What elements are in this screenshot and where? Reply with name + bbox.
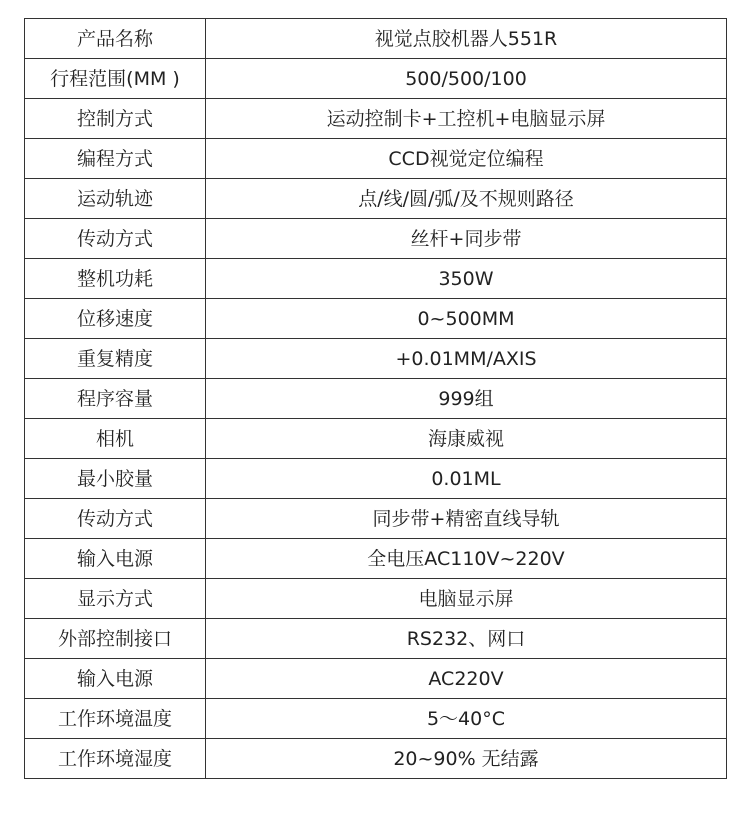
spec-table bbox=[24, 18, 727, 779]
spec-row bbox=[25, 299, 727, 339]
spec-label: 工作环境湿度 bbox=[25, 739, 206, 779]
spec-row bbox=[25, 59, 727, 99]
spec-row bbox=[25, 99, 727, 139]
spec-label: 传动方式 bbox=[25, 499, 206, 539]
spec-row bbox=[25, 579, 727, 619]
spec-row bbox=[25, 539, 727, 579]
spec-value: 5～40°C bbox=[206, 699, 727, 739]
spec-label: 产品名称 bbox=[25, 19, 206, 59]
spec-row bbox=[25, 19, 727, 59]
spec-label: 最小胶量 bbox=[25, 459, 206, 499]
spec-row bbox=[25, 499, 727, 539]
spec-label: 重复精度 bbox=[25, 339, 206, 379]
spec-label: 位移速度 bbox=[25, 299, 206, 339]
spec-label: 输入电源 bbox=[25, 539, 206, 579]
spec-value: 运动控制卡+工控机+电脑显示屏 bbox=[206, 99, 727, 139]
spec-row bbox=[25, 379, 727, 419]
spec-row bbox=[25, 179, 727, 219]
spec-row bbox=[25, 339, 727, 379]
spec-value: 全电压AC110V~220V bbox=[206, 539, 727, 579]
spec-value: 视觉点胶机器人551R bbox=[206, 19, 727, 59]
spec-value: 20~90% 无结露 bbox=[206, 739, 727, 779]
spec-label: 整机功耗 bbox=[25, 259, 206, 299]
spec-value: 0~500MM bbox=[206, 299, 727, 339]
spec-row bbox=[25, 259, 727, 299]
spec-label: 行程范围(MM ) bbox=[25, 59, 206, 99]
spec-value: 电脑显示屏 bbox=[206, 579, 727, 619]
spec-row bbox=[25, 739, 727, 779]
spec-row bbox=[25, 459, 727, 499]
spec-value: 同步带+精密直线导轨 bbox=[206, 499, 727, 539]
spec-label: 程序容量 bbox=[25, 379, 206, 419]
spec-label: 输入电源 bbox=[25, 659, 206, 699]
spec-value: +0.01MM/AXIS bbox=[206, 339, 727, 379]
spec-label: 显示方式 bbox=[25, 579, 206, 619]
spec-value: 500/500/100 bbox=[206, 59, 727, 99]
spec-value: AC220V bbox=[206, 659, 727, 699]
spec-value: CCD视觉定位编程 bbox=[206, 139, 727, 179]
spec-value: 350W bbox=[206, 259, 727, 299]
spec-value: 点/线/圆/弧/及不规则路径 bbox=[206, 179, 727, 219]
spec-row bbox=[25, 219, 727, 259]
spec-row bbox=[25, 419, 727, 459]
spec-row bbox=[25, 619, 727, 659]
spec-value: RS232、网口 bbox=[206, 619, 727, 659]
spec-value: 丝杆+同步带 bbox=[206, 219, 727, 259]
spec-value: 海康威视 bbox=[206, 419, 727, 459]
spec-table-body bbox=[25, 19, 727, 779]
spec-row bbox=[25, 659, 727, 699]
spec-label: 运动轨迹 bbox=[25, 179, 206, 219]
spec-label: 外部控制接口 bbox=[25, 619, 206, 659]
spec-row bbox=[25, 699, 727, 739]
spec-label: 控制方式 bbox=[25, 99, 206, 139]
spec-value: 0.01ML bbox=[206, 459, 727, 499]
spec-label: 编程方式 bbox=[25, 139, 206, 179]
spec-label: 传动方式 bbox=[25, 219, 206, 259]
spec-label: 工作环境温度 bbox=[25, 699, 206, 739]
spec-row bbox=[25, 139, 727, 179]
spec-value: 999组 bbox=[206, 379, 727, 419]
spec-label: 相机 bbox=[25, 419, 206, 459]
